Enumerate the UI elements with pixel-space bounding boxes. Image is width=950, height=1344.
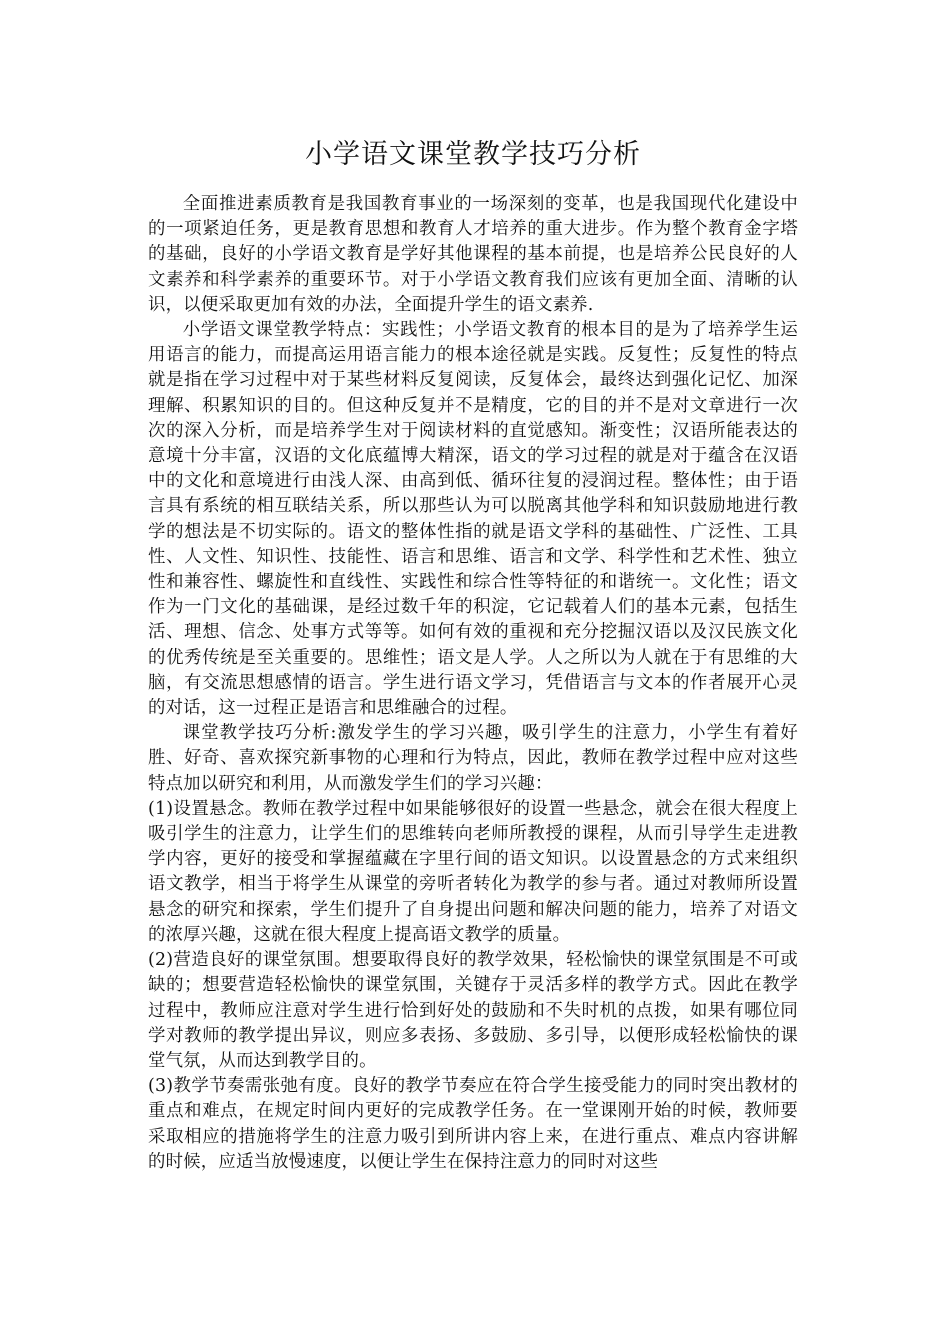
document-title: 小学语文课堂教学技巧分析 (305, 139, 641, 170)
document-body (148, 192, 798, 1175)
paragraph-techniques: 课堂教学技巧分析:激发学生的学习兴趣，吸引学生的注意力，小学生有着好胜、好奇、喜欢探究新事物的心理和行为特点，因此，教师在教学过程中应对这些特点加以研究和利用，从而激发学生们的学习兴趣： (148, 723, 798, 794)
paragraph-item-2: (2)营造良好的课堂氛围。想要取得良好的教学效果，轻松愉快的课堂氛围是不可或缺的；想要营造轻松愉快的课堂氛围，关键存于灵活多样的教学方式。因此在教学过程中，教师应注意对学生进行恰到好处的鼓励和不失时机的点拨，如果有哪位同学对教师的教学提出异议，则应多表扬、多鼓励、多引导，以便形成轻松愉快的课堂气氛，从而达到教学目的。 (148, 950, 798, 1071)
paragraph-intro: 全面推进素质教育是我国教育事业的一场深刻的变革，也是我国现代化建设中的一项紧迫任务，更是教育思想和教育人才培养的重大进步。作为整个教育金字塔的基础，良好的小学语文教育是学好其他课程的基本前提，也是培养公民良好的人文素养和科学素养的重要环节。对于小学语文教育我们应该有更加全面、清晰的认识，以便采取更加有效的办法，全面提升学生的语文素养. (148, 194, 798, 315)
paragraph-item-3: (3)教学节奏需张弛有度。良好的教学节奏应在符合学生接受能力的同时突出教材的重点和难点，在规定时间内更好的完成教学任务。在一堂课刚开始的时候，教师要采取相应的措施将学生的注意力吸引到所讲内容上来，在进行重点、难点内容讲解的时候，应适当放慢速度，以便让学生在保持注意力的同时对这些 (148, 1076, 798, 1172)
paragraph-item-1: (1)设置悬念。教师在教学过程中如果能够很好的设置一些悬念，就会在很大程度上吸引学生的注意力，让学生们的思维转向老师所教授的课程，从而引导学生走进教学内容，更好的接受和掌握蕴藏在字里行间的语文知识。以设置悬念的方式来组织语文教学，相当于将学生从课堂的旁听者转化为教学的参与者。通过对教师所设置悬念的研究和探索，学生们提升了自身提出问题和解决问题的能力，培养了对语文的浓厚兴趣，这就在很大程度上提高语文教学的质量。 (148, 798, 798, 945)
paragraph-features: 小学语文课堂教学特点：实践性；小学语文教育的根本目的是为了培养学生运用语言的能力，而提高运用语言能力的根本途径就是实践。反复性；反复性的特点就是指在学习过程中对于某些材料反复阅读，反复体会，最终达到强化记忆、加深理解、积累知识的目的。但这种反复并不是精度，它的目的并不是对文章进行一次次的深入分析，而是培养学生对于阅读材料的直觉感知。渐变性；汉语所能表达的意境十分丰富，汉语的文化底蕴博大精深，语文的学习过程的就是对于蕴含在汉语中的文化和意境进行由浅人深、由高到低、循环往复的浸润过程。整体性；由于语言具有系统的相互联结关系，所以那些认为可以脱离其他学科和知识鼓励地进行教学的想法是不切实际的。语文的整体性指的就是语文学科的基础性、广泛性、工具性、人文性、知识性、技能性、语言和思维、语言和文学、科学性和艺术性、独立性和兼容性、螺旋性和直线性、实践性和综合性等特征的和谐统一。文化性；语文作为一门文化的基础课，是经过数千年的积淀，它记载着人们的基本元素，包括生活、理想、信念、处事方式等等。如何有效的重视和充分挖掘汉语以及汉民族文化的优秀传统是至关重要的。思维性；语文是人学。人之所以为人就在于有思维的大脑，有交流思想感情的语言。学生进行语文学习，凭借语言与文本的作者展开心灵的对话，这一过程正是语言和思维融合的过程。 (148, 320, 798, 719)
document-page (148, 0, 798, 1344)
